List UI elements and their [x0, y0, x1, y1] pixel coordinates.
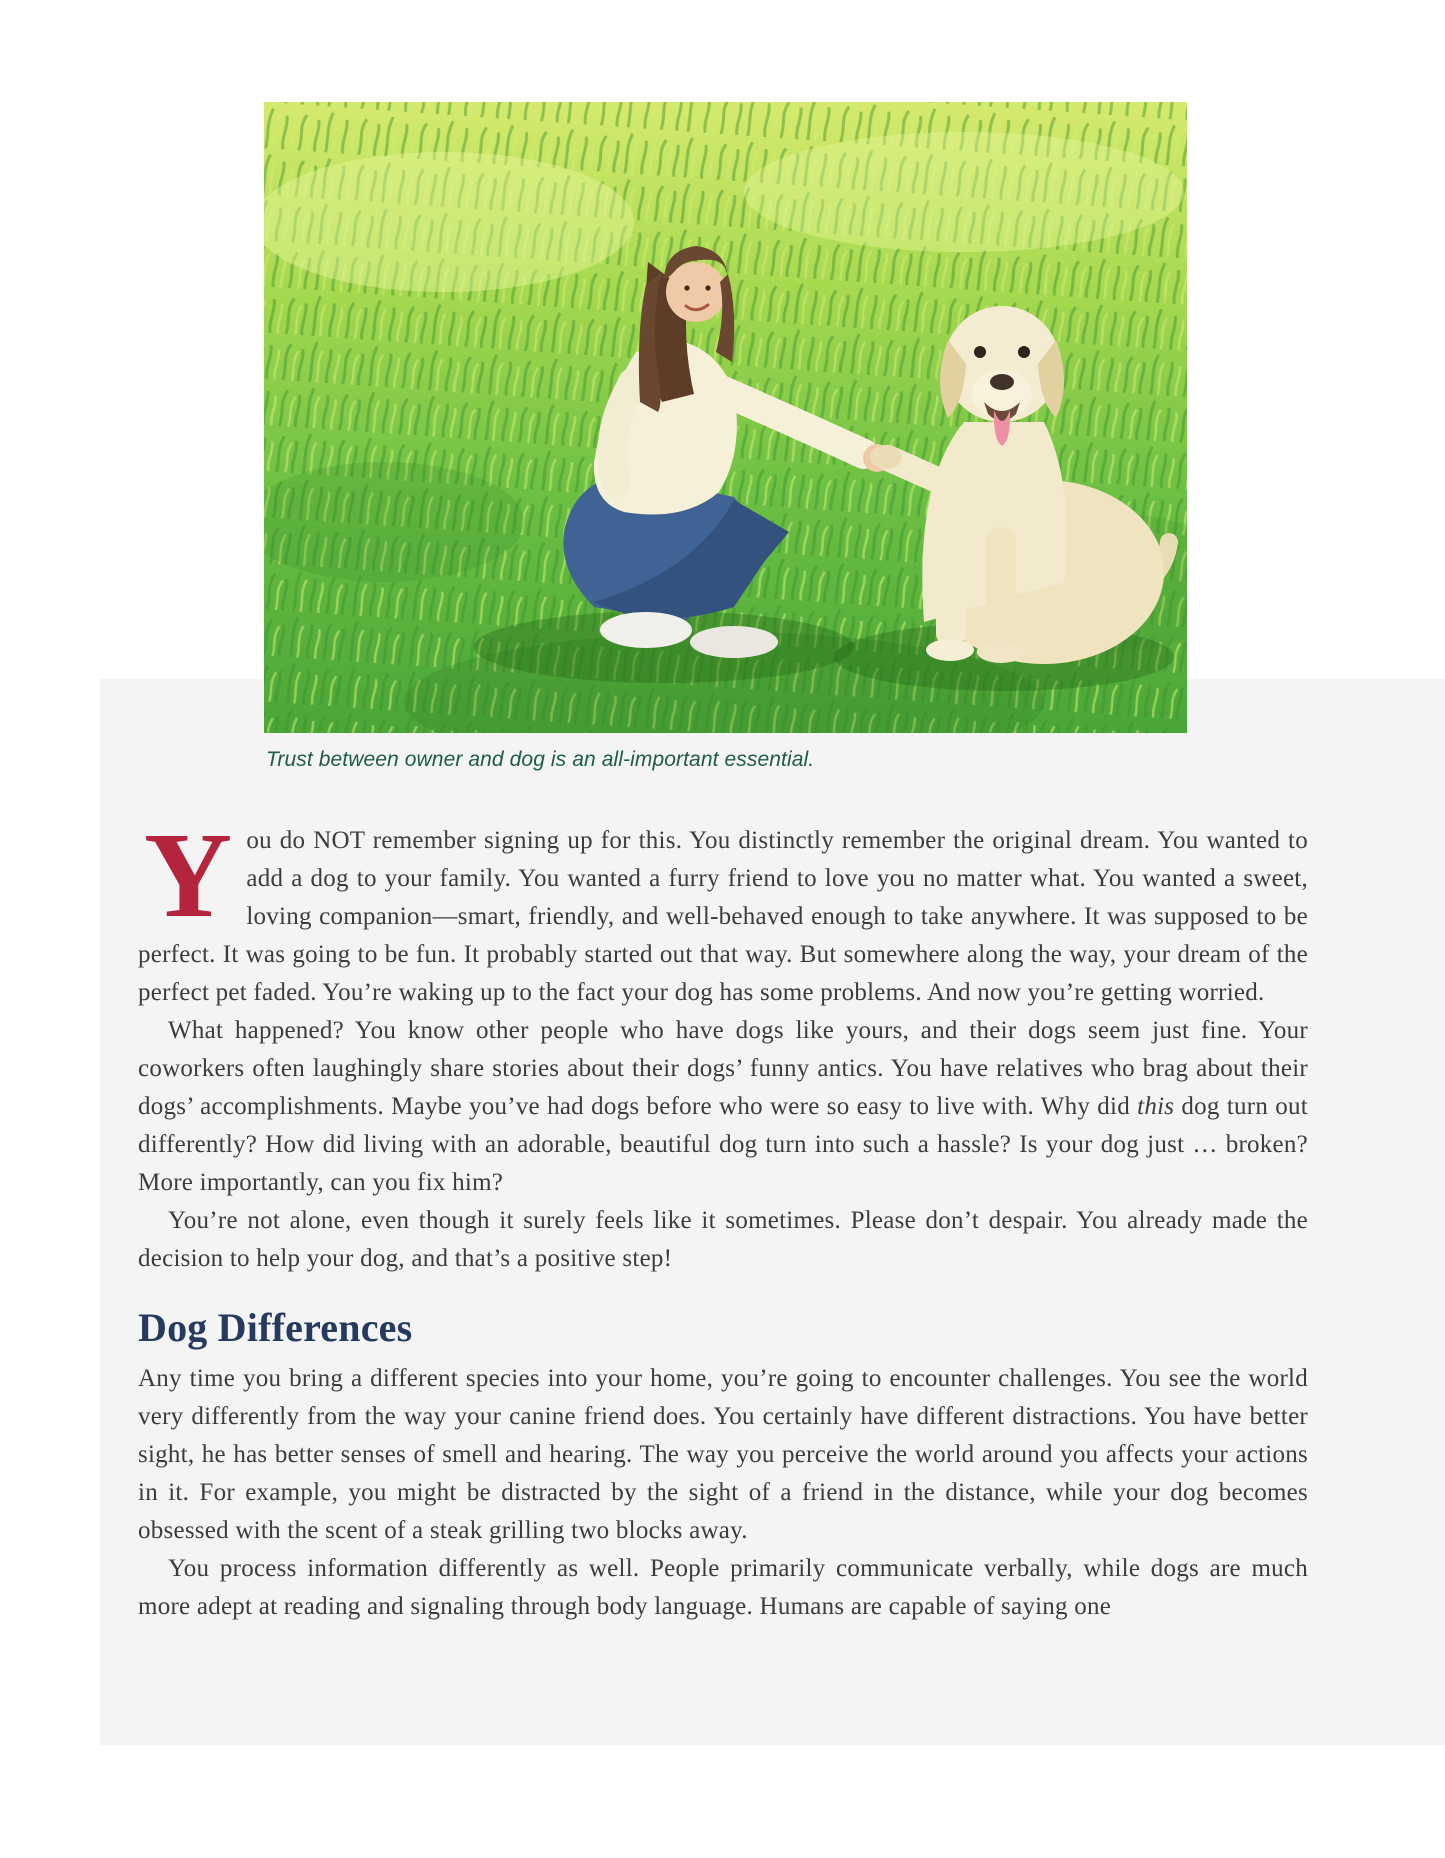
photo-image [264, 102, 1187, 733]
paragraph-text: What happened? You know other people who have dogs like yours, and their dogs seem just fine. Your coworkers often laughingly share stories about their dogs’ funny antics. You have relatives who brag about their dogs’ accomplishments. Maybe you’ve had dogs before who were so easy to live with. Why did [138, 1017, 1308, 1120]
emphasized-word: this [1137, 1093, 1175, 1120]
paragraph-process-info: You process information differently as well. People primarily communicate verbally, while dogs are much more adept at reading and signaling through body language. Humans are capable of saying one [138, 1555, 1308, 1620]
section-heading: Dog Differences [138, 1305, 413, 1350]
paragraph-what-happened [138, 1012, 1308, 1202]
photo-figure [264, 102, 1187, 733]
dropcap-letter: Y [144, 808, 233, 943]
body-text-column [138, 808, 1308, 1626]
paragraph-text: dog turn out differently? How did living with an adorable, beautiful dog turn into such a hassle? Is your dog just … broken? More importantly, can you fix him? [138, 1093, 1308, 1196]
paragraph-intro [138, 808, 1308, 1012]
paragraph-not-alone: You’re not alone, even though it surely feels like it sometimes. Please don’t despair. You already made the decision to help your dog, and that’s a positive step! [138, 1207, 1308, 1272]
photo-caption: Trust between owner and dog is an all-important essential. [266, 748, 815, 771]
paragraph-species: Any time you bring a different species into your home, you’re going to encounter challenges. You see the world very differently from the way your canine friend does. You certainly have different distractions. You have better sight, he has better senses of smell and hearing. The way you perceive the world around you affects your actions in it. For example, you might be distracted by the sight of a friend in the distance, while your dog becomes obsessed with the scent of a steak grilling two blocks away. [138, 1365, 1308, 1544]
paragraph-intro-text: ou do NOT remember signing up for this. You distinctly remember the original dream. You wanted to add a dog to your family. You wanted a furry friend to love you no matter what. You wanted a sweet, loving companion—smart, friendly, and well-behaved enough to take anywhere. It was supposed to be perfect. It was going to be fun. It probably started out that way. But somewhere along the way, your dream of the perfect pet faded. You’re waking up to the fact your dog has some problems. And now you’re getting worried. [138, 827, 1308, 1006]
